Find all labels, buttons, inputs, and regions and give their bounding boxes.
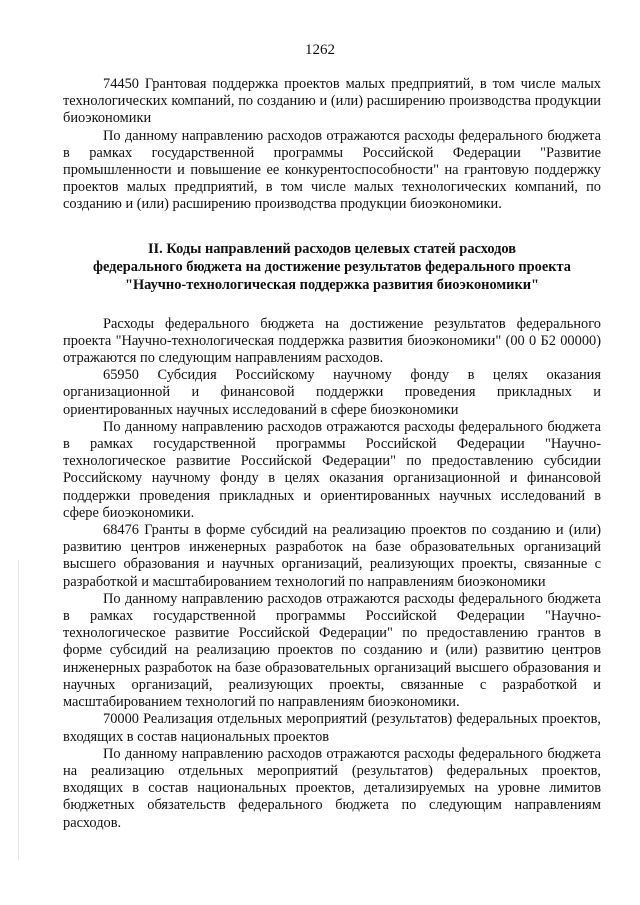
document-body <box>63 76 601 832</box>
scan-artifact-line <box>18 560 19 860</box>
paragraph-68476-description: По данному направлению расходов отражаются расходы федерального бюджета в рамках государственной программы Российской Федерации "Научно-технологическое развитие Российской Федерации" по предоставлению грантов в форме субсидий на реализацию проектов по созданию и (или) развитию центров инженерных разработок на базе образовательных организаций высшего образования и научных организаций, реализующих проекты, связанные с разработкой и масштабированием технологий по направлениям биоэкономики. <box>63 590 601 711</box>
paragraph-70000-description: По данному направлению расходов отражаются расходы федерального бюджета на реализацию отдельных мероприятий (результатов) федеральных проектов, входящих в состав национальных проектов, детализируемых на уровне лимитов бюджетных обязательств федерального бюджета по следующим направлениям расходов. <box>63 745 601 831</box>
section-heading-line-1: II. Коды направлений расходов целевых статей расходов <box>147 240 517 257</box>
section-heading-line-2: федерального бюджета на достижение результатов федерального проекта <box>92 258 571 275</box>
paragraph-65950-description: По данному направлению расходов отражаются расходы федерального бюджета в рамках государственной программы Российской Федерации "Научно-технологическое развитие Российской Федерации" по предоставлению субсидии Российскому научному фонду в целях оказания организационной и финансовой поддержки проведения прикладных и ориентированных научных исследований в сфере биоэкономики. <box>63 418 601 521</box>
paragraph-intro: Расходы федерального бюджета на достижение результатов федерального проекта "Научно-технологическая поддержка развития биоэкономики" (00 0 Б2 00000) отражаются по следующим направлениям расходов. <box>63 315 601 367</box>
paragraph-68476-title: 68476 Гранты в форме субсидий на реализацию проектов по созданию и (или) развитию центров инженерных разработок на базе образовательных организаций высшего образования и научных организаций, реализующих проекты, связанные с разработкой и масштабированием технологий по направлениям биоэкономики <box>63 522 601 590</box>
paragraph-65950-title: 65950 Субсидия Российскому научному фонду в целях оказания организационной и финансовой поддержки проведения прикладных и ориентированных научных исследований в сфере биоэкономики <box>63 367 601 418</box>
page-number: 1262 <box>305 42 335 58</box>
section-heading-line-3: "Научно-технологическая поддержка развития биоэкономики" <box>124 276 540 293</box>
paragraph-74450-title: 74450 Грантовая поддержка проектов малых предприятий, в том числе малых технологических компаний, по созданию и (или) расширению производства продукции биоэкономики <box>63 76 601 127</box>
paragraph-74450-description: По данному направлению расходов отражаются расходы федерального бюджета в рамках государственной программы Российской Федерации "Развитие промышленности и повышение ее конкурентоспособности" на грантовую поддержку проектов малых предприятий, в том числе малых технологических компаний, по созданию и (или) расширению производства продукции биоэкономики. <box>63 127 601 213</box>
paragraph-70000-title: 70000 Реализация отдельных мероприятий (результатов) федеральных проектов, входящих в состав национальных проектов <box>63 711 601 745</box>
section-heading <box>63 240 601 294</box>
